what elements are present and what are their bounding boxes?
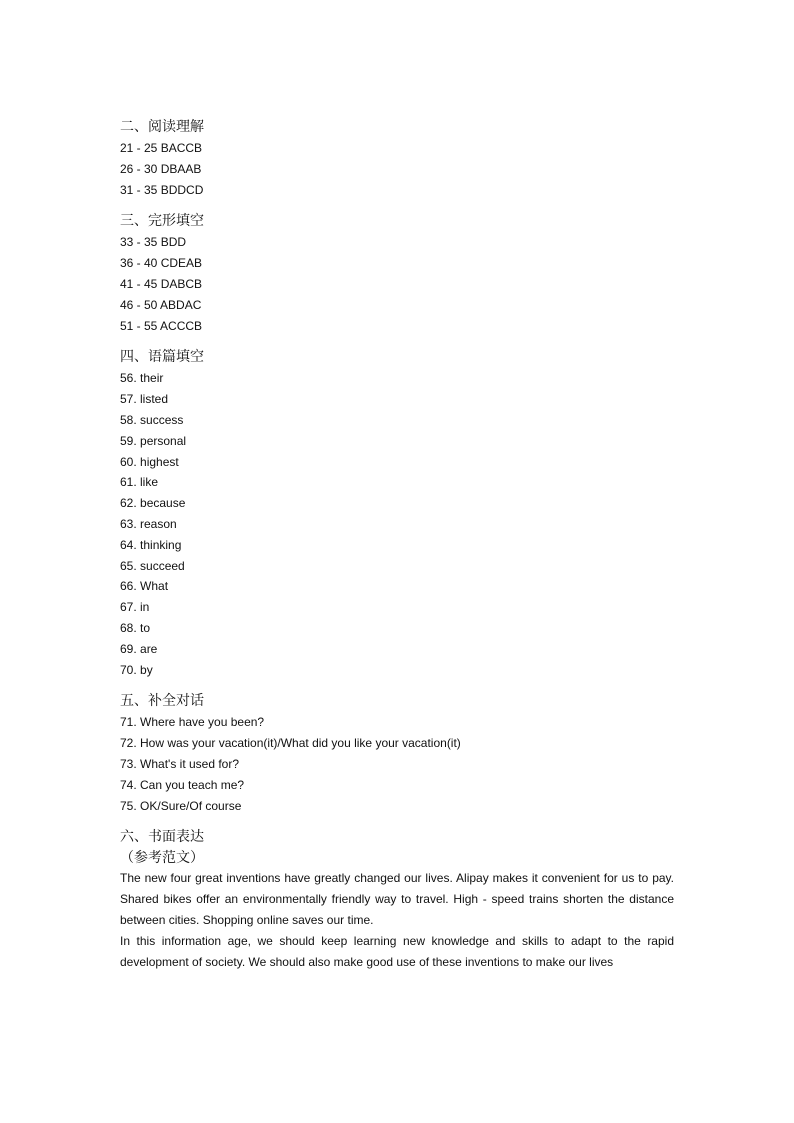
answer-line: 59. personal — [120, 433, 187, 448]
cloze-section — [120, 211, 674, 336]
section-heading: 五、补全对话 — [120, 693, 204, 710]
answer-line: 75. OK/Sure/Of course — [120, 798, 242, 813]
answer-line: 60. highest — [120, 454, 179, 469]
answer-line: 65. succeed — [120, 558, 185, 573]
section-heading: 三、完形填空 — [120, 213, 204, 230]
section-heading: 四、语篇填空 — [120, 349, 204, 366]
answer-line: 71. Where have you been? — [120, 715, 265, 730]
dialogue-section — [120, 691, 674, 816]
answer-line: 67. in — [120, 600, 150, 615]
answer-line: 72. How was your vacation(it)/What did you like your vacation(it) — [120, 736, 461, 751]
section-heading: 二、阅读理解 — [120, 119, 204, 135]
answer-line: 46 - 50 ABDAC — [120, 297, 202, 312]
writing-section — [120, 827, 674, 972]
section-heading: 六、书面表达 — [120, 829, 204, 846]
model-essay-note: （参考范文） — [120, 850, 204, 867]
essay-paragraph: In this information age, we should keep learning new knowledge and skills to adapt to the rapid development of society. We should also make good use of these inventions to make our lives — [120, 933, 674, 969]
answer-line: 64. thinking — [120, 537, 182, 552]
answer-line: 21 - 25 BACCB — [120, 141, 203, 155]
answer-line: 56. their — [120, 371, 164, 386]
answer-line: 69. are — [120, 641, 158, 656]
answer-line: 58. success — [120, 412, 184, 427]
answer-line: 68. to — [120, 620, 151, 635]
reading-section — [120, 117, 674, 200]
answer-line: 33 - 35 BDD — [120, 235, 187, 250]
answer-line: 61. like — [120, 475, 159, 490]
answer-key-page — [120, 117, 674, 983]
answer-line: 57. listed — [120, 392, 169, 407]
answer-line: 31 - 35 BDDCD — [120, 182, 204, 197]
answer-line: 51 - 55 ACCCB — [120, 318, 203, 333]
answer-line: 41 - 45 DABCB — [120, 276, 203, 291]
answer-line: 73. What's it used for? — [120, 756, 240, 771]
answer-line: 74. Can you teach me? — [120, 777, 245, 792]
answer-line: 70. by — [120, 662, 153, 677]
answer-line: 36 - 40 CDEAB — [120, 256, 203, 271]
answer-line: 66. What — [120, 579, 169, 594]
passage-fill-section — [120, 347, 674, 680]
essay-paragraph: The new four great inventions have greatly changed our lives. Alipay makes it convenient for us to pay. Shared bikes offer an environmentally friendly way to travel. High - speed trains shorten the distance between cities. Shopping online saves our time. — [120, 871, 674, 927]
answer-line: 63. reason — [120, 516, 177, 531]
answer-line: 62. because — [120, 496, 186, 511]
answer-line: 26 - 30 DBAAB — [120, 161, 202, 176]
